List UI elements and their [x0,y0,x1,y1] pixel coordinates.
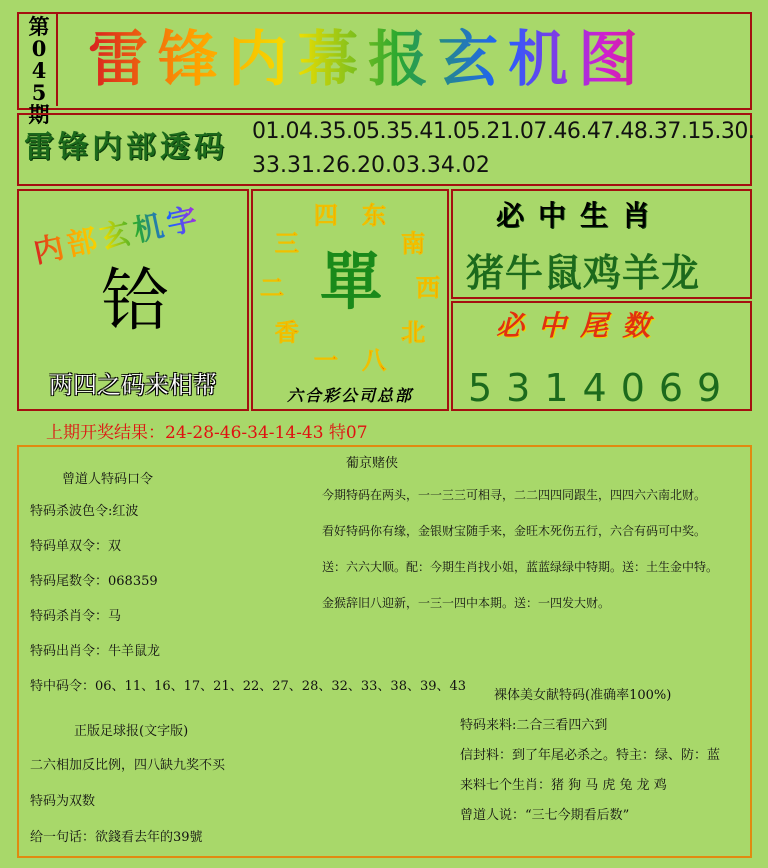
ring-char: 南 [401,228,426,258]
list-item: 特码来料:二合三看四六到 [460,718,608,733]
numbers-label: 雷锋内部透码 [24,130,228,165]
list-item: 二六相加反比例，四八缺九奖不买 [30,758,226,773]
list-item: 看好特码你有缘，金银财宝随手来，金旺木死伤五行，六合有码可中奖。 [322,524,707,538]
list-item: 给一句话：欲錢看去年的39號 [30,830,203,845]
zodiac-label: 必中生肖 [496,199,665,232]
left-panel-caption: 两四之码来相帮 [49,371,217,399]
center-char: 單 [319,245,382,318]
tail-value: 5314069 [468,366,736,410]
nude-lines [460,714,745,834]
issue-text: 第045期 [28,14,50,127]
list-item: 今期特码在两头，一一三三可相寻，二二四四同跟生，四四六六南北财。 [322,488,707,502]
left-panel-label: 内部玄机字 [30,191,244,274]
ring-char: 西 [416,273,440,302]
list-item: 信封料：到了年尾必杀之。特主：绿、防：蓝 [460,748,721,763]
zodiac-value: 猪牛鼠鸡羊龙 [466,250,701,295]
ring-char: 东 [362,200,387,230]
list-item: 金猴辞旧八迎新，一三一四中本期。送：一四发大财。 [322,596,611,610]
puj-title: 葡京赌侠 [346,456,399,471]
last-result: 上期开奖结果：24-28-46-34-14-43 特07 [46,423,368,443]
list-item: 曾道人说：“三七今期看后数” [460,808,630,823]
ring-char: 北 [401,317,426,347]
list-item: 特中码令：06、11、16、17、21、22、27、28、32、33、38、39、43 [30,679,467,694]
nude-title: 裸体美女献特码(准确率100%) [494,688,672,703]
football-title: 正版足球报(文字版) [74,724,189,739]
football-lines [30,754,450,862]
list-item: 送：六六大顺。配：今期生肖找小姐，蓝蓝绿绿中特期。送：土生金中特。 [322,560,719,574]
ring-char: 三 [274,228,299,258]
ring-char: 二 [260,273,284,302]
list-item: 特码出肖令：牛羊鼠龙 [30,644,161,659]
ring-char: 四 [313,200,338,230]
numbers-line-2: 33.31.26.20.03.34.02 [252,153,490,178]
list-item: 特码杀波色令:红波 [30,504,139,519]
list-item: 特码单双令：双 [30,539,122,554]
puj-lines [322,486,747,630]
ring-char: 一 [313,345,338,375]
bottom-section-title: 曾道人特码口令 [62,472,154,487]
list-item: 特码为双数 [30,794,96,809]
page-title: 雷锋内幕报玄机图 [88,24,708,96]
numbers-line-1: 01.04.35.05.35.41.05.21.07.46.47.48.37.15.30. [252,119,755,144]
list-item: 特码杀肖令：马 [30,609,122,624]
list-item: 来料七个生肖：猪 狗 马 虎 兔 龙 鸡 [460,778,667,793]
center-footer: 六合彩公司总部 [286,386,413,405]
ring-char: 香 [274,317,299,347]
ring-char: 八 [362,345,387,375]
tail-label: 必中尾数 [496,309,665,342]
list-item: 特码尾数令：068359 [30,574,158,589]
left-panel-char: 铪 [100,262,169,341]
